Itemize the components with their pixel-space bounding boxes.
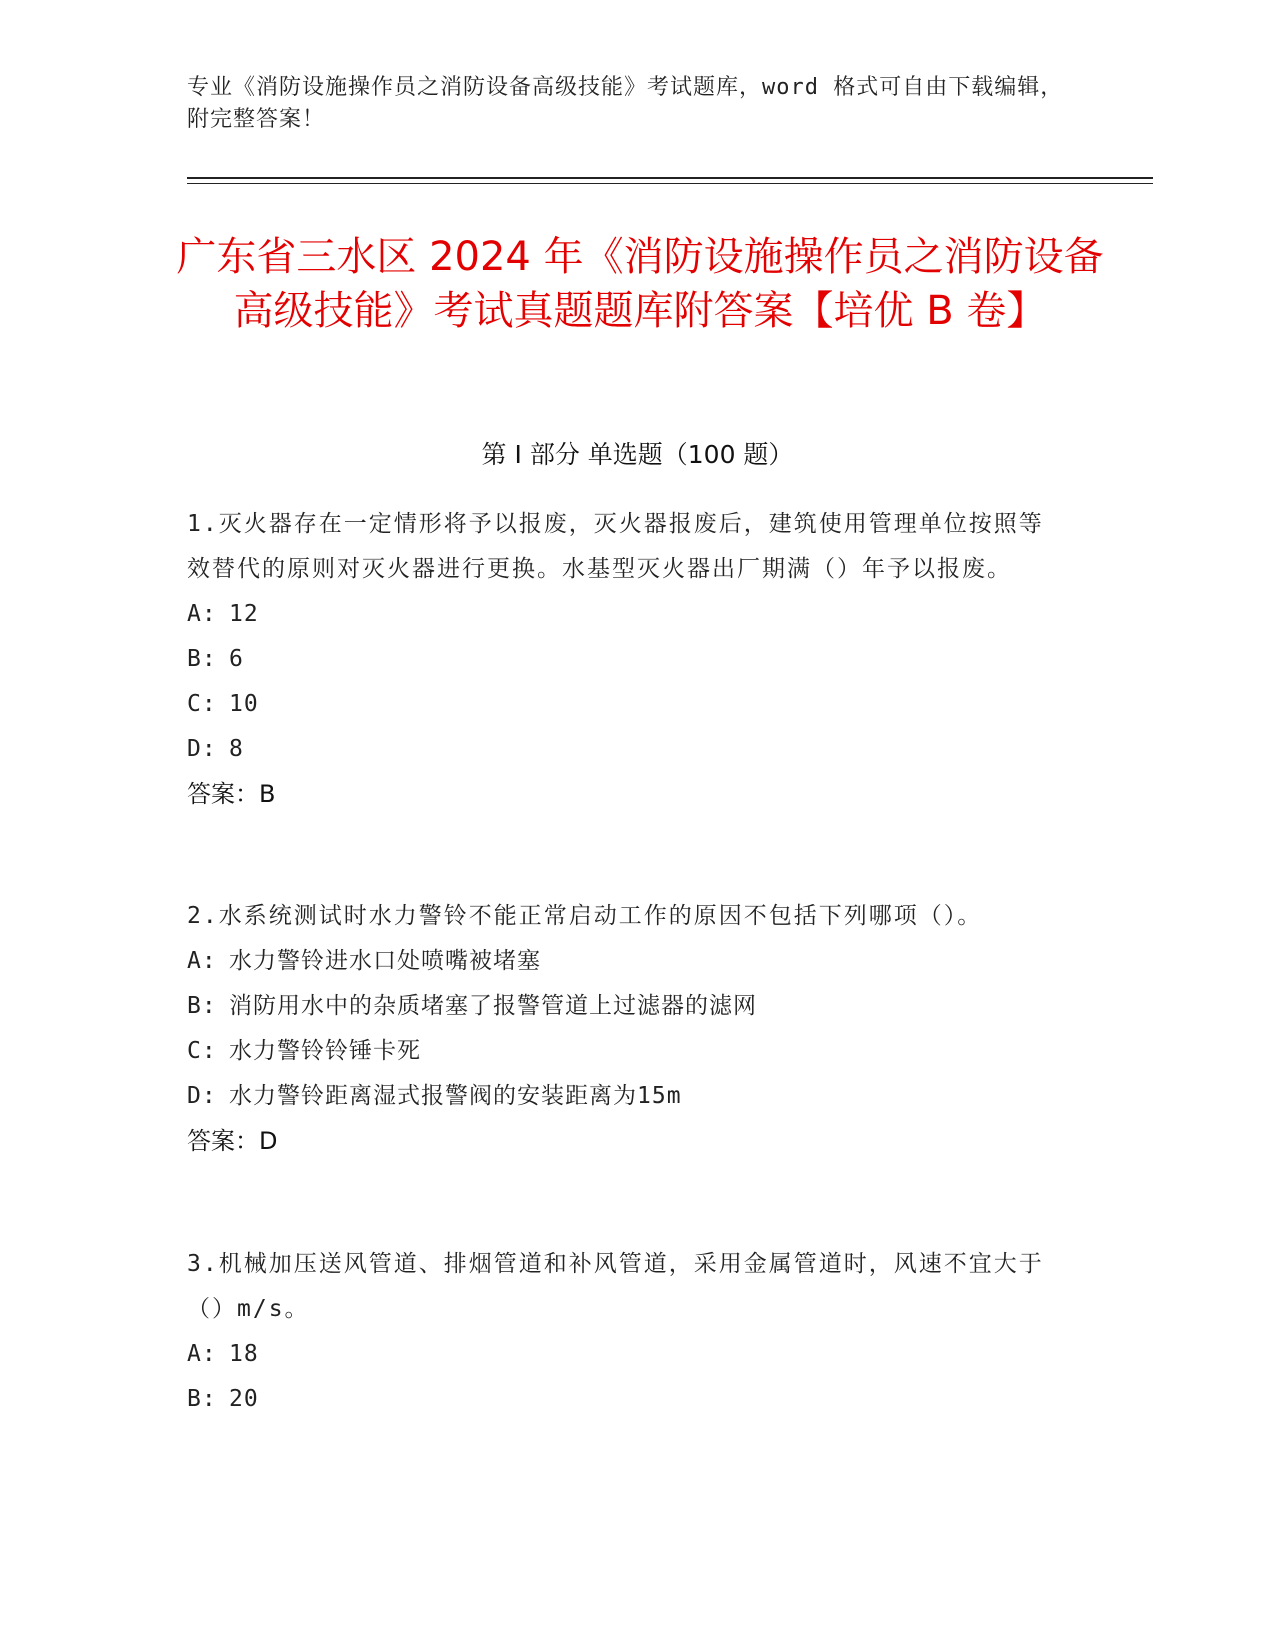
option-label: B: [187, 646, 217, 672]
option-c [187, 682, 1057, 727]
question-stem: 2.水系统测试时水力警铃不能正常启动工作的原因不包括下列哪项（）。 [187, 903, 983, 929]
option-text: 水力警铃铃锤卡死 [229, 1038, 421, 1064]
document-title: 广东省三水区 2024 年《消防设施操作员之消防设备高级技能》考试真题题库附答案【培优 B 卷】 [176, 234, 1104, 334]
option-text: 水力警铃进水口处喷嘴被堵塞 [229, 948, 541, 974]
option-label: A: [187, 948, 217, 974]
option-text: 10 [229, 691, 259, 717]
option-text: 18 [229, 1341, 259, 1367]
option-label: C: [187, 1038, 217, 1064]
question-stem: 1.灭火器存在一定情形将予以报废，灭火器报废后，建筑使用管理单位按照等效替代的原则对灭火器进行更换。水基型灭火器出厂期满（）年予以报废。 [187, 511, 1044, 582]
option-label: A: [187, 1341, 217, 1367]
option-text: 20 [229, 1386, 259, 1412]
option-b [187, 984, 1057, 1029]
option-label: D: [187, 736, 217, 762]
option-text: 6 [229, 646, 244, 672]
option-c [187, 1029, 1057, 1074]
option-text: 消防用水中的杂质堵塞了报警管道上过滤器的滤网 [229, 993, 757, 1019]
option-text: 水力警铃距离湿式报警阀的安装距离为15m [229, 1083, 682, 1109]
option-b [187, 637, 1057, 682]
header-divider-thin [187, 183, 1153, 184]
answer-line: 答案：D [187, 1127, 278, 1155]
option-a [187, 592, 1057, 637]
question-stem: 3.机械加压送风管道、排烟管道和补风管道，采用金属管道时，风速不宜大于（）m/s。 [187, 1251, 1044, 1322]
option-d [187, 727, 1057, 772]
header-note: 专业《消防设施操作员之消防设备高级技能》考试题库，word 格式可自由下载编辑，附完整答案！ [187, 75, 1064, 132]
question-1 [187, 502, 1057, 817]
option-d [187, 1074, 1057, 1119]
option-b [187, 1377, 1057, 1422]
option-label: D: [187, 1083, 217, 1109]
option-a [187, 1332, 1057, 1377]
section-heading: 第 I 部分 单选题（100 题） [481, 440, 794, 469]
option-label: C: [187, 691, 217, 717]
answer-line: 答案：B [187, 780, 276, 808]
option-a [187, 939, 1057, 984]
question-2 [187, 894, 1057, 1164]
question-3 [187, 1242, 1057, 1422]
option-text: 8 [229, 736, 244, 762]
option-label: A: [187, 601, 217, 627]
option-label: B: [187, 993, 217, 1019]
option-label: B: [187, 1386, 217, 1412]
option-text: 12 [229, 601, 259, 627]
header-divider-thick [187, 177, 1153, 179]
